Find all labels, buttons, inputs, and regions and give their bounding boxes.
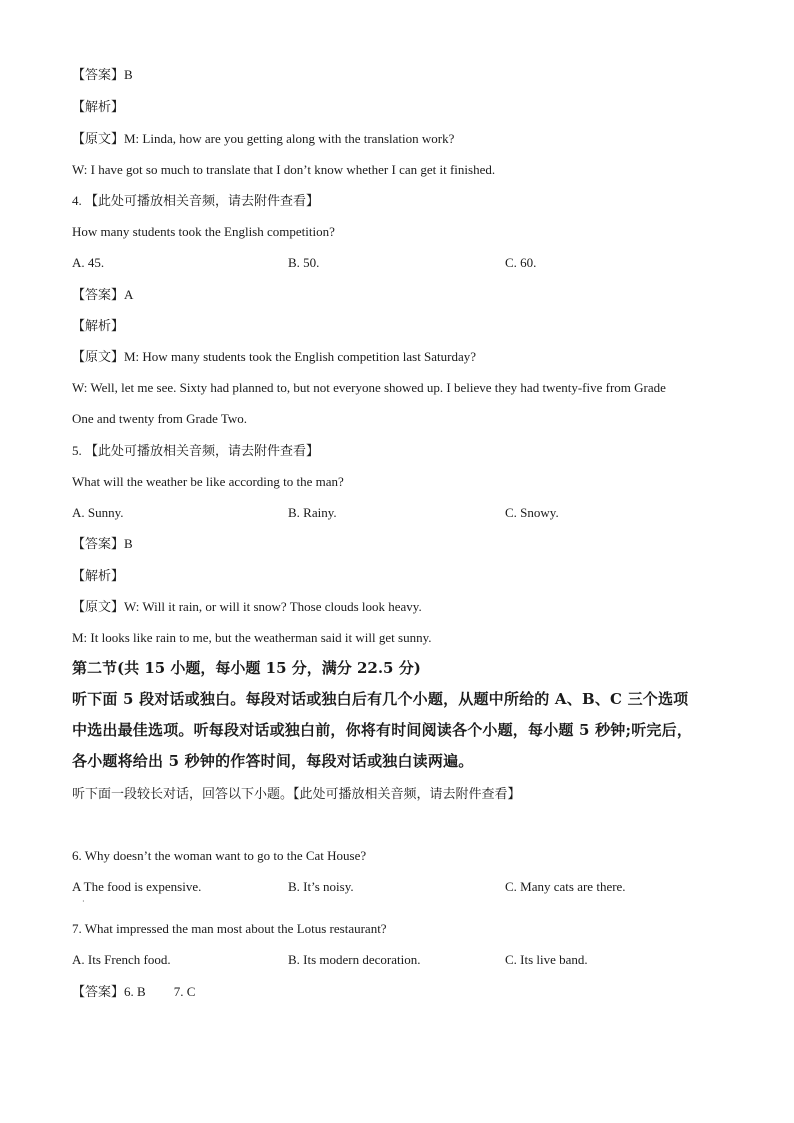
q5-script-line-1: 【原文】W: Will it rain, or will it snow? Those clouds look heavy.: [72, 599, 422, 614]
q4-script-line-2: W: Well, let me see. Sixty had planned to, but not everyone showed up. I believe they had twenty-five from Grade: [72, 380, 666, 395]
q5-option-a: A. Sunny.: [72, 505, 124, 520]
q4-option-b: B. 50.: [288, 255, 320, 270]
q4-option-a: A. 45.: [72, 255, 105, 270]
section2-instruction-2: 中选出最佳选项。听每段对话或独白前，你将有时间阅读各个小题，每小题 5 秒钟;听完后，: [72, 721, 693, 739]
section2-instruction-3: 各小题将给出 5 秒钟的作答时间，每段对话或独白读两遍。: [72, 752, 474, 770]
q6-option-c: C. Many cats are there.: [505, 879, 626, 894]
q7-option-b: B. Its modern decoration.: [288, 952, 421, 967]
q4-script-line-3: One and twenty from Grade Two.: [72, 411, 248, 426]
q7-option-a: A. Its French food.: [72, 952, 171, 967]
q7-option-c: C. Its live band.: [505, 952, 588, 967]
stray-dot-mark: ·: [82, 897, 85, 906]
q5-analysis: 【解析】: [72, 568, 125, 583]
q4-script-line-1: 【原文】M: How many students took the English competition last Saturday?: [72, 349, 477, 364]
section2-title: 第二节(共 15 小题，每小题 15 分，满分 22.5 分): [72, 659, 421, 677]
section2-prompt: 听下面一段较长对话，回答以下小题。【此处可播放相关音频，请去附件查看】: [72, 786, 521, 801]
q5-answer: 【答案】B: [72, 536, 133, 551]
q5-option-c: C. Snowy.: [505, 505, 559, 520]
q5-option-b: B. Rainy.: [288, 505, 337, 520]
section2-instruction-1: 听下面 5 段对话或独白。每段对话或独白后有几个小题，从题中所给的 A、B、C 三个选项: [72, 690, 689, 708]
q7-question: 7. What impressed the man most about the Lotus restaurant?: [72, 921, 387, 936]
q6-question: 6. Why doesn’t the woman want to go to the Cat House?: [72, 848, 367, 863]
q4-analysis: 【解析】: [72, 318, 125, 333]
q6-option-a: A The food is expensive.: [72, 879, 202, 894]
q3-script-line-2: W: I have got so much to translate that I don’t know whether I can get it finished.: [72, 162, 496, 177]
q3-script-line-1: 【原文】M: Linda, how are you getting along with the translation work?: [72, 131, 455, 146]
q6-option-b: B. It’s noisy.: [288, 879, 354, 894]
q3-analysis: 【解析】: [72, 99, 125, 114]
final-answer-row: [72, 983, 195, 1001]
q5-header: 5. 【此处可播放相关音频，请去附件查看】: [72, 443, 320, 458]
q4-question: How many students took the English competition?: [72, 224, 335, 239]
q4-header: 4. 【此处可播放相关音频，请去附件查看】: [72, 193, 320, 208]
q4-answer: 【答案】A: [72, 287, 134, 302]
q4-option-c: C. 60.: [505, 255, 537, 270]
q5-question: What will the weather be like according to the man?: [72, 474, 344, 489]
final-answer-6: 6. B: [124, 984, 146, 999]
final-answer-7: 7. C: [173, 984, 196, 999]
q5-script-line-2: M: It looks like rain to me, but the weatherman said it will get sunny.: [72, 630, 432, 645]
final-answer-label: 【答案】: [72, 984, 125, 999]
q3-answer: 【答案】B: [72, 67, 133, 82]
